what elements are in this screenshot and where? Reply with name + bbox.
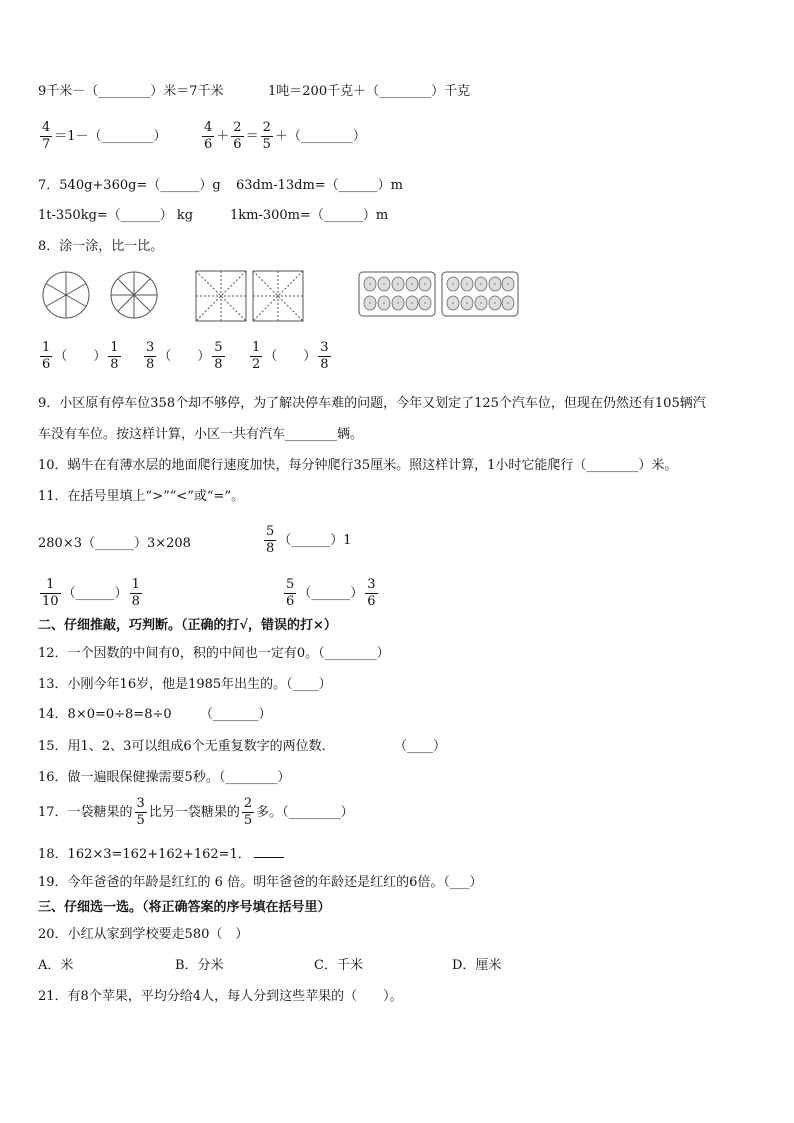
q6-line2-b (200, 120, 366, 153)
q17-text-b: 比另一袋糖果的 (148, 805, 240, 820)
q11-a: 280×3（______）3×208 (38, 536, 191, 551)
fraction-1-2: $\frac{1}{2}$ (252, 340, 261, 372)
fraction-5-8: $\frac{5}{8}$ (214, 340, 223, 372)
q7-d: 1km-300m=（______）m (230, 208, 389, 223)
q20-option-c: C．千米 (314, 958, 363, 973)
fraction-1-8: $\frac{1}{8}$ (110, 340, 119, 372)
answer-paren: （______） (278, 533, 344, 548)
q6-line2-b-text: ＋（________） (274, 129, 366, 144)
q14-paren: （_______） (200, 707, 272, 722)
q9-line2: 车没有车位。按这样计算，小区一共有汽车________辆。 (38, 427, 364, 442)
q6-line1-a: 9千米－（________）米＝7千米 (38, 84, 224, 99)
q21: 21．有8个苹果，平均分给4人，每人分到这些苹果的（ ）。 (38, 989, 403, 1004)
plus-sign: ＋ (216, 129, 230, 144)
answer-paren: （ ） (264, 349, 317, 364)
q14: 14．8×0=0÷8=8÷0 (38, 707, 172, 722)
q11-b (262, 524, 352, 557)
answer-blank (254, 844, 284, 858)
q19: 19．今年爸爸的年龄是红红的 6 倍。明年爸爸的年龄还是红红的6倍。（___） (38, 875, 483, 890)
q16: 16．做一遍眼保健操需要5秒。（________） (38, 770, 291, 785)
q13: 13．小刚今年16岁，他是1985年出生的。（____） (38, 677, 332, 692)
q8-compare-1 (38, 340, 123, 373)
q15-paren: （____） (394, 739, 447, 754)
q6-line2-a (38, 120, 167, 153)
fraction-1-8: $\frac{1}{8}$ (131, 577, 140, 609)
fraction-5-8: $\frac{5}{8}$ (266, 524, 275, 556)
q18 (38, 844, 284, 864)
section-3-heading: 三、仔细选一选。（将正确答案的序号填在括号里） (38, 900, 331, 915)
q7-c: 1t-350kg=（______） kg (38, 208, 194, 223)
q18-text: 18．162×3=162+162+162=1． (38, 847, 251, 862)
answer-paren: （ ） (54, 349, 107, 364)
answer-paren: （ ） (158, 349, 211, 364)
strawberry-box-icon (358, 271, 520, 317)
q7-b: 63dm-13dm=（______）m (236, 178, 403, 193)
q11-d (282, 577, 380, 610)
q11-title: 11．在括号里填上“>”“<”或“=”。 (38, 489, 245, 504)
q6-line1-b: 1吨＝200千克＋（________）千克 (268, 84, 471, 99)
q20-option-d: D．厘米 (452, 958, 502, 973)
fraction-1-6: $\frac{1}{6}$ (42, 340, 51, 372)
fraction-1-10: $\frac{1}{10}$ (42, 577, 59, 609)
q8-compare-3 (248, 340, 333, 373)
equals-sign: ＝ (245, 129, 259, 144)
section-2-heading: 二、仔细推敲，巧判断。（正确的打√，错误的打×） (38, 618, 337, 633)
fraction-3-8: $\frac{3}{8}$ (146, 340, 155, 372)
q17-text-c: 多。（________） (256, 805, 354, 820)
square-divided-icon (195, 270, 307, 322)
q10: 10．蜗牛在有薄水层的地面爬行速度加快，每分钟爬行35厘米。照这样计算，1小时它能爬行（________）米。 (38, 458, 678, 473)
q9-line1: 9．小区原有停车位358个却不够停，为了解决停车难的问题，今年又划定了125个汽车位，但现在仍然还有105辆汽 (38, 396, 706, 411)
q8-compare-2 (142, 340, 227, 373)
fraction-2-5: $\frac{2}{5}$ (243, 796, 253, 828)
fraction-5-6: $\frac{5}{6}$ (286, 577, 295, 609)
fraction-3-5: $\frac{3}{5}$ (136, 796, 145, 828)
q11-b-tail: 1 (343, 533, 352, 548)
q17 (38, 796, 354, 829)
q20-option-b: B．分米 (175, 958, 224, 973)
q6-line2-a-text: ＝1－（________） (54, 129, 167, 144)
fraction-2-6: $\frac{2}{6}$ (233, 120, 242, 152)
fraction-3-6: $\frac{3}{6}$ (367, 577, 376, 609)
fraction-2-5: $\frac{2}{5}$ (262, 120, 271, 152)
q20: 20．小红从家到学校要走580（ ） (38, 927, 249, 942)
circle-divided-icon (40, 270, 160, 320)
q17-text-a: 17．一袋糖果的 (38, 805, 133, 820)
q8-title: 8．涂一涂，比一比。 (38, 239, 164, 254)
q12: 12．一个因数的中间有0，积的中间也一定有0。（________） (38, 646, 390, 661)
q7-a: 7．540g+360g=（______）g (38, 178, 221, 193)
answer-paren: （______） (298, 586, 364, 601)
q11-c (38, 577, 144, 610)
q15: 15．用1、2、3可以组成6个无重复数字的两位数． (38, 739, 335, 754)
fraction-4-7: $\frac{4}{7}$ (42, 120, 51, 152)
q20-option-a: A．米 (38, 958, 74, 973)
fraction-3-8: $\frac{3}{8}$ (320, 340, 329, 372)
fraction-4-6: $\frac{4}{6}$ (204, 120, 213, 152)
answer-paren: （______） (62, 586, 128, 601)
